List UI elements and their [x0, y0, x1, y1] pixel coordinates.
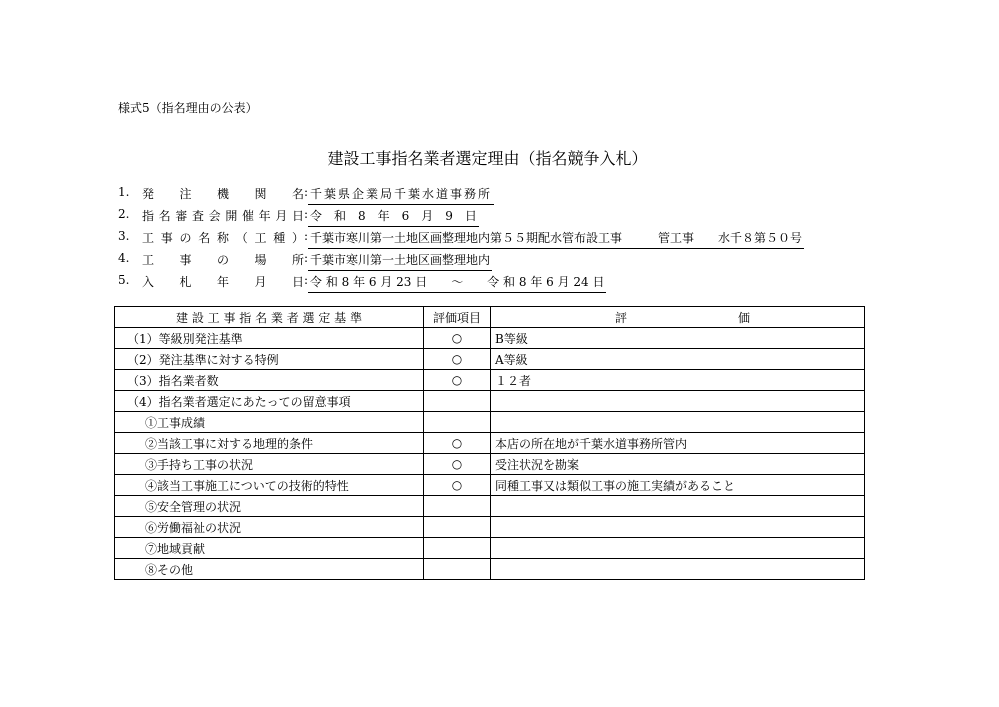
criterion-cell: （3）指名業者数 [115, 370, 424, 391]
criterion-cell: ①工事成績 [115, 412, 424, 433]
table-body [115, 328, 865, 580]
evaluation-mark-cell: ○ [424, 454, 491, 475]
criterion-cell: ⑥労働福祉の状況 [115, 517, 424, 538]
info-row-agency [118, 183, 878, 205]
info-row-review-date [118, 205, 878, 227]
info-label: 入札年月日 [142, 275, 304, 289]
header-evaluation-part2: 価 [737, 310, 750, 325]
evaluation-text-cell [491, 391, 865, 412]
info-number: 4. [118, 251, 130, 265]
info-colon: : [304, 273, 309, 287]
evaluation-mark-cell [424, 412, 491, 433]
evaluation-text-cell [491, 517, 865, 538]
criterion-cell: （4）指名業者選定にあたっての留意事項 [115, 391, 424, 412]
evaluation-text-cell: １２者 [491, 370, 865, 391]
info-number: 2. [118, 207, 130, 221]
form-label: 様式5（指名理由の公表） [118, 101, 258, 115]
evaluation-mark-cell: ○ [424, 433, 491, 454]
evaluation-mark-cell: ○ [424, 370, 491, 391]
table-row [115, 370, 865, 391]
evaluation-mark-cell [424, 538, 491, 559]
document-title [0, 146, 999, 169]
info-value-bid-date: 令 和 8 年 6 月 23 日 ～ 令 和 8 年 6 月 24 日 [308, 273, 606, 293]
info-row-bid-date [118, 271, 878, 293]
evaluation-mark-cell [424, 496, 491, 517]
info-row-project-name [118, 227, 878, 249]
criterion-cell: ⑦地域貢献 [115, 538, 424, 559]
criterion-cell: （1）等級別発注基準 [115, 328, 424, 349]
table-row [115, 349, 865, 370]
criterion-cell: ④該当工事施工についての技術的特性 [115, 475, 424, 496]
table-header-row [115, 307, 865, 328]
header-evaluation [491, 307, 865, 328]
header-criteria: 建 設 工 事 指 名 業 者 選 定 基 準 [115, 307, 424, 328]
evaluation-text-cell [491, 559, 865, 580]
info-value-agency: 千葉県企業局千葉水道事務所 [308, 185, 494, 205]
info-number: 1. [118, 185, 130, 199]
evaluation-text-cell: 同種工事又は類似工事の施工実績があること [491, 475, 865, 496]
criterion-cell: （2）発注基準に対する特例 [115, 349, 424, 370]
table-row [115, 475, 865, 496]
criterion-cell: ③手持ち工事の状況 [115, 454, 424, 475]
evaluation-text-cell: 受注状況を勘案 [491, 454, 865, 475]
info-colon: : [304, 229, 309, 243]
evaluation-text-cell [491, 412, 865, 433]
table-row [115, 559, 865, 580]
evaluation-text-cell: A等級 [491, 349, 865, 370]
document-title-text: 建設工事指名業者選定理由（指名競争入札） [327, 149, 648, 168]
selection-criteria-table [114, 306, 865, 580]
table-row [115, 391, 865, 412]
table-row [115, 433, 865, 454]
criterion-cell: ②当該工事に対する地理的条件 [115, 433, 424, 454]
table-row [115, 496, 865, 517]
info-colon: : [304, 251, 309, 265]
info-number: 3. [118, 229, 130, 243]
header-evaluation-part1: 評 [615, 310, 628, 325]
table-row [115, 517, 865, 538]
table-row [115, 412, 865, 433]
info-number: 5. [118, 273, 130, 287]
info-colon: : [304, 207, 309, 221]
info-row-location [118, 249, 878, 271]
evaluation-mark-cell [424, 517, 491, 538]
table-row [115, 538, 865, 559]
info-value-location: 千葉市寒川第一土地区画整理地内 [308, 251, 492, 271]
evaluation-mark-cell [424, 391, 491, 412]
info-colon: : [304, 185, 309, 199]
criterion-cell: ⑤安全管理の状況 [115, 496, 424, 517]
evaluation-text-cell [491, 496, 865, 517]
evaluation-text-cell [491, 538, 865, 559]
info-value-project-name: 千葉市寒川第一土地区画整理地内第５５期配水管布設工事 管工事 水千８第５０号 [308, 229, 804, 249]
table-row [115, 328, 865, 349]
table-row [115, 454, 865, 475]
info-value-review-date: 令 和 8 年 6 月 9 日 [308, 207, 479, 227]
info-label: 指名審査会開催年月日 [142, 209, 304, 223]
evaluation-mark-cell: ○ [424, 328, 491, 349]
criterion-cell: ⑧その他 [115, 559, 424, 580]
info-label: 工事の名称（工種） [142, 231, 304, 245]
info-label: 工事の場所 [142, 253, 304, 267]
evaluation-mark-cell: ○ [424, 349, 491, 370]
info-label: 発注機関名 [142, 187, 304, 201]
header-evaluation-item: 評価項目 [424, 307, 491, 328]
evaluation-mark-cell [424, 559, 491, 580]
info-section [118, 183, 878, 293]
evaluation-text-cell: B等級 [491, 328, 865, 349]
evaluation-mark-cell: ○ [424, 475, 491, 496]
evaluation-text-cell: 本店の所在地が千葉水道事務所管内 [491, 433, 865, 454]
